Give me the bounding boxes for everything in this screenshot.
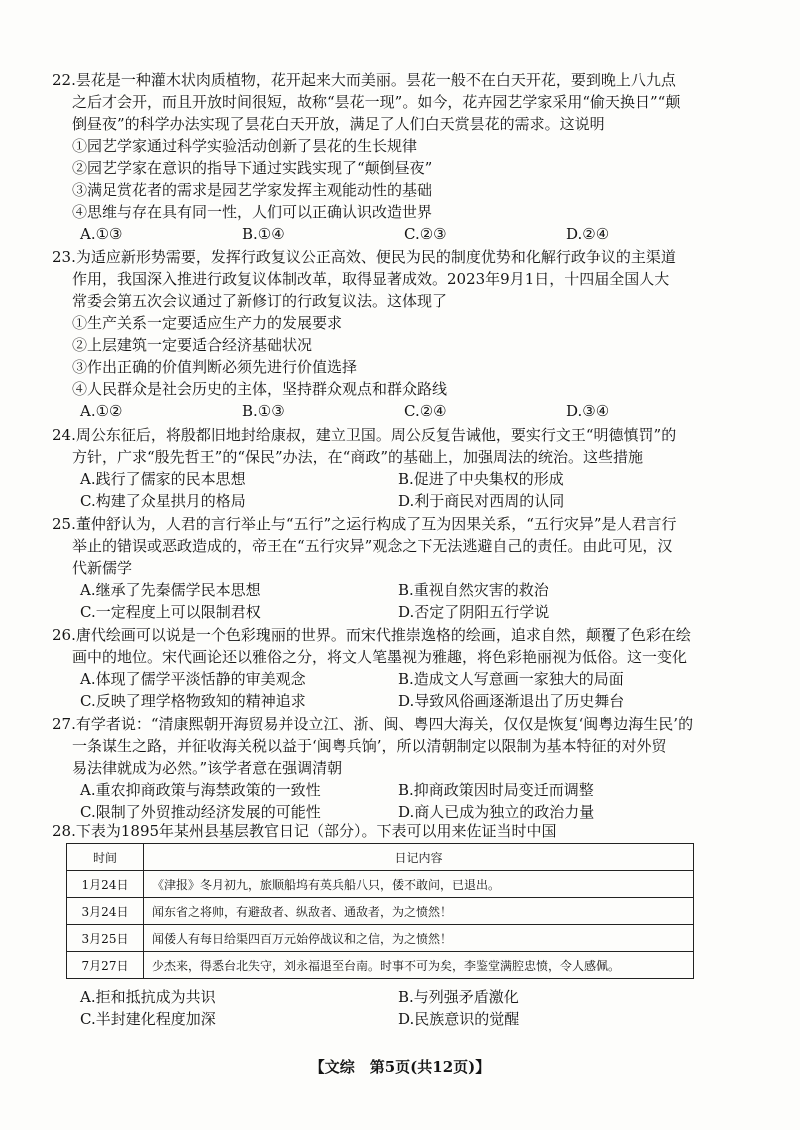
question-stem-line: 之后才会开，而且开放时间很短，故称“昙花一现”。如今，花卉园艺学家采用“偷天换日”“颠	[72, 93, 681, 111]
question-stem-line: 23.为适应新形势需要，发挥行政复议公正高效、便民为民的制度优势和化解行政争议的主渠道	[52, 248, 676, 266]
table-row	[67, 925, 694, 952]
option-c[interactable]: C.构建了众星拱月的格局	[80, 492, 246, 510]
answer-options	[52, 579, 752, 601]
answer-options	[52, 223, 752, 245]
question-23	[52, 246, 752, 422]
option-a[interactable]: A.拒和抵抗成为共识	[80, 988, 216, 1006]
question-27	[52, 713, 752, 823]
answer-options	[52, 490, 752, 512]
question-stem-line: 作用，我国深入推进行政复议体制改革，取得显著成效。2023年9月1日，十四届全国人大	[72, 270, 670, 288]
question-stem-line: 27.有学者说：“清康熙朝开海贸易并设立江、浙、闽、粤四大海关，仅仅是恢复‘闽粤边海生民’的	[52, 715, 694, 733]
statement-item: ③满足赏花者的需求是园艺学家发挥主观能动性的基础	[72, 181, 433, 199]
question-25	[52, 513, 752, 623]
option-c[interactable]: C.反映了理学格物致知的精神追求	[80, 692, 306, 710]
answer-options	[52, 601, 752, 623]
answer-options	[52, 400, 752, 422]
statement-item: ②上层建筑一定要适合经济基础状况	[72, 336, 313, 354]
option-c[interactable]: C.一定程度上可以限制君权	[80, 603, 261, 621]
table-header-time: 时间	[67, 844, 144, 871]
option-b[interactable]: B.①③	[242, 402, 285, 420]
answer-options	[52, 986, 752, 1008]
table-cell-date: 3月24日	[67, 898, 144, 925]
option-a[interactable]: A.①②	[80, 402, 123, 420]
table-cell-entry: 《津报》冬月初九，旅顺船坞有英兵船八只，倭不敢问，已退出。	[144, 871, 694, 898]
option-b[interactable]: B.与列强矛盾激化	[398, 988, 519, 1006]
option-d[interactable]: D.③④	[566, 402, 610, 420]
statement-item: ②园艺学家在意识的指导下通过实践实现了“颠倒昼夜”	[72, 159, 433, 177]
question-stem-line: 一条谋生之路，并征收海关税以益于‘闽粤兵饷’，所以清朝制定以限制为基本特征的对外贸	[72, 737, 667, 755]
question-stem-line: 易法律就成为必然。”该学者意在强调清朝	[72, 759, 343, 777]
option-a[interactable]: A.①③	[80, 225, 123, 243]
answer-options	[52, 668, 752, 690]
option-b[interactable]: B.促进了中央集权的形成	[398, 470, 564, 488]
question-stem-line: 28.下表为1895年某州县基层教官日记（部分）。下表可以用来佐证当时中国	[52, 822, 557, 840]
question-stem-line: 24.周公东征后，将殷都旧地封给康叔，建立卫国。周公反复告诫他，要实行文王“明德慎罚”的	[52, 426, 677, 444]
diary-table	[66, 843, 694, 979]
table-cell-date: 3月25日	[67, 925, 144, 952]
question-stem-line: 26.唐代绘画可以说是一个色彩瑰丽的世界。而宋代推崇逸格的绘画，追求自然，颠覆了色彩在绘	[52, 626, 691, 644]
question-28-options	[52, 986, 752, 1030]
option-d[interactable]: D.商人已成为独立的政治力量	[398, 803, 595, 821]
statement-item: ①园艺学家通过科学实验活动创新了昙花的生长规律	[72, 137, 418, 155]
answer-options	[52, 779, 752, 801]
answer-options	[52, 690, 752, 712]
page-footer: 【文综 第5页(共12页)】	[309, 1058, 491, 1076]
option-d[interactable]: D.②④	[566, 225, 610, 243]
question-22	[52, 69, 752, 245]
option-a[interactable]: A.继承了先秦儒学民本思想	[80, 581, 261, 599]
table-cell-entry: 少杰来，得悉台北失守，刘永福退至台南。时事不可为矣，李鉴堂满腔忠愤，令人感佩。	[144, 952, 694, 979]
option-c[interactable]: C.②④	[404, 402, 447, 420]
table-header-row	[67, 844, 694, 871]
option-c[interactable]: C.②③	[404, 225, 447, 243]
statement-item: ④思维与存在具有同一性，人们可以正确认识改造世界	[72, 203, 433, 221]
question-26	[52, 624, 752, 712]
question-28	[52, 820, 752, 842]
table-cell-entry: 闻倭人有每日给渠四百万元始停战议和之信，为之愤然！	[144, 925, 694, 952]
answer-options	[52, 468, 752, 490]
statement-item: ③作出正确的价值判断必须先进行价值选择	[72, 358, 358, 376]
option-a[interactable]: A.重农抑商政策与海禁政策的一致性	[80, 781, 321, 799]
table-cell-date: 1月24日	[67, 871, 144, 898]
option-d[interactable]: D.否定了阴阳五行学说	[398, 603, 550, 621]
question-stem-line: 22.昙花是一种灌木状肉质植物，花开起来大而美丽。昙花一般不在白天开花，要到晚上八九点	[52, 71, 676, 89]
table-row	[67, 898, 694, 925]
option-b[interactable]: B.抑商政策因时局变迁而调整	[398, 781, 594, 799]
option-d[interactable]: D.民族意识的觉醒	[398, 1010, 520, 1028]
option-d[interactable]: D.导致风俗画逐渐退出了历史舞台	[398, 692, 625, 710]
table-cell-date: 7月27日	[67, 952, 144, 979]
statement-item: ④人民群众是社会历史的主体，坚持群众观点和群众路线	[72, 380, 448, 398]
question-stem-line: 画中的地位。宋代画论还以雅俗之分，将文人笔墨视为雅趣，将色彩艳丽视为低俗。这一变化	[72, 648, 688, 666]
statement-item: ①生产关系一定要适应生产力的发展要求	[72, 314, 343, 332]
option-c[interactable]: C.半封建化程度加深	[80, 1010, 216, 1028]
table-header-content: 日记内容	[144, 844, 694, 871]
option-a[interactable]: A.践行了儒家的民本思想	[80, 470, 246, 488]
option-c[interactable]: C.限制了外贸推动经济发展的可能性	[80, 803, 321, 821]
table-cell-entry: 闻东省之将帅，有避敌者、纵敌者、通敌者，为之愤然！	[144, 898, 694, 925]
question-24	[52, 424, 752, 512]
question-stem-line: 倒昼夜”的科学办法实现了昙花白天开放，满足了人们白天赏昙花的需求。这说明	[72, 115, 605, 133]
question-stem-line: 方针，广求“殷先哲王”的“保民”办法，在“商政”的基础上，加强周法的统治。这些措施	[72, 448, 644, 466]
option-a[interactable]: A.体现了儒学平淡恬静的审美观念	[80, 670, 306, 688]
question-stem-line: 常委会第五次会议通过了新修订的行政复议法。这体现了	[72, 292, 448, 310]
question-stem-line: 25.董仲舒认为，人君的言行举止与“五行”之运行构成了互为因果关系，“五行灾异”是人君言行	[52, 515, 677, 533]
question-stem-line: 代新儒学	[72, 559, 133, 577]
answer-options	[52, 1008, 752, 1030]
option-d[interactable]: D.利于商民对西周的认同	[398, 492, 565, 510]
question-stem-line: 举止的错误或恶政造成的，帝王在“五行灾异”观念之下无法逃避自己的责任。由此可见，汉	[72, 537, 673, 555]
table-row	[67, 871, 694, 898]
table-row	[67, 952, 694, 979]
option-b[interactable]: B.①④	[242, 225, 285, 243]
option-b[interactable]: B.重视自然灾害的救治	[398, 581, 549, 599]
option-b[interactable]: B.造成文人写意画一家独大的局面	[398, 670, 624, 688]
